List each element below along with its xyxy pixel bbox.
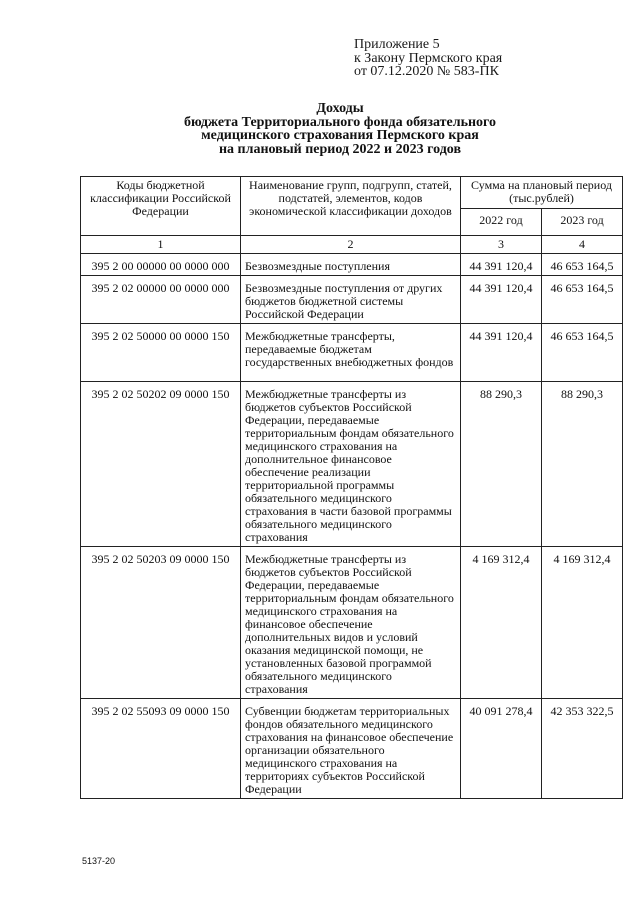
column-number: 2 [241, 236, 461, 254]
budget-code: 395 2 02 55093 09 0000 150 [81, 699, 241, 799]
document-title [150, 102, 530, 156]
column-number: 1 [81, 236, 241, 254]
column-number: 4 [542, 236, 623, 254]
amount-2022: 88 290,3 [461, 382, 542, 547]
title-line: медицинского страхования Пермского края [201, 128, 479, 143]
table-row [81, 254, 623, 276]
table-row [81, 324, 623, 382]
revenue-name: Межбюджетные трансферты из бюджетов субъектов Российской Федерации, передаваемые территориальным фондам обязательного медицинского страхования на дополнительное финансовое обеспечение реализации территориальной программы обязательного медицинского страхования в части базовой программы обязательного медицинского страхования [241, 382, 461, 547]
amount-2023: 46 653 164,5 [542, 276, 623, 324]
table-row [81, 699, 623, 799]
document-number: 5137-20 [82, 856, 116, 866]
header-year-2022: 2022 год [461, 209, 542, 236]
appendix-line: от 07.12.2020 № 583-ПК [354, 64, 499, 79]
appendix-line: Приложение 5 [354, 37, 440, 52]
title-line: Доходы [316, 101, 364, 116]
revenue-name: Безвозмездные поступления [241, 254, 461, 276]
revenue-table [80, 176, 623, 799]
header-codes: Коды бюджетной классификации Российской Федерации [81, 177, 241, 236]
amount-2022: 4 169 312,4 [461, 547, 542, 699]
budget-code: 395 2 00 00000 00 0000 000 [81, 254, 241, 276]
table-row [81, 382, 623, 547]
budget-code: 395 2 02 50202 09 0000 150 [81, 382, 241, 547]
appendix-reference [354, 38, 502, 79]
table-row [81, 276, 623, 324]
budget-code: 395 2 02 50000 00 0000 150 [81, 324, 241, 382]
amount-2023: 46 653 164,5 [542, 324, 623, 382]
header-row [81, 177, 623, 209]
budget-code: 395 2 02 50203 09 0000 150 [81, 547, 241, 699]
table-row [81, 547, 623, 699]
revenue-name: Безвозмездные поступления от других бюджетов бюджетной системы Российской Федерации [241, 276, 461, 324]
title-line: на плановый период 2022 и 2023 годов [218, 141, 462, 157]
revenue-name: Субвенции бюджетам территориальных фондов обязательного медицинского страхования на финансовое обеспечение организации обязательного медицинского страхования на территориях субъектов Российской Федерации [241, 699, 461, 799]
budget-code: 395 2 02 00000 00 0000 000 [81, 276, 241, 324]
amount-2022: 44 391 120,4 [461, 276, 542, 324]
column-numbers-row [81, 236, 623, 254]
column-number: 3 [461, 236, 542, 254]
revenue-name: Межбюджетные трансферты из бюджетов субъектов Российской Федерации, передаваемые территориальным фондам обязательного медицинского страхования на финансовое обеспечение дополнительных видов и условий оказания медицинской помощи, не установленных базовой программой обязательного медицинского страхования [241, 547, 461, 699]
amount-2022: 44 391 120,4 [461, 324, 542, 382]
amount-2022: 40 091 278,4 [461, 699, 542, 799]
amount-2023: 46 653 164,5 [542, 254, 623, 276]
amount-2023: 88 290,3 [542, 382, 623, 547]
header-name: Наименование групп, подгрупп, статей, подстатей, элементов, кодов экономической классификации доходов [241, 177, 461, 236]
revenue-name: Межбюджетные трансферты, передаваемые бюджетам государственных внебюджетных фондов [241, 324, 461, 382]
appendix-line: к Закону Пермского края [354, 50, 503, 66]
amount-2022: 44 391 120,4 [461, 254, 542, 276]
header-year-2023: 2023 год [542, 209, 623, 236]
amount-2023: 4 169 312,4 [542, 547, 623, 699]
amount-2023: 42 353 322,5 [542, 699, 623, 799]
header-sum: Сумма на плановый период (тыс.рублей) [461, 177, 623, 209]
title-line: бюджета Территориального фонда обязательного [183, 114, 497, 130]
